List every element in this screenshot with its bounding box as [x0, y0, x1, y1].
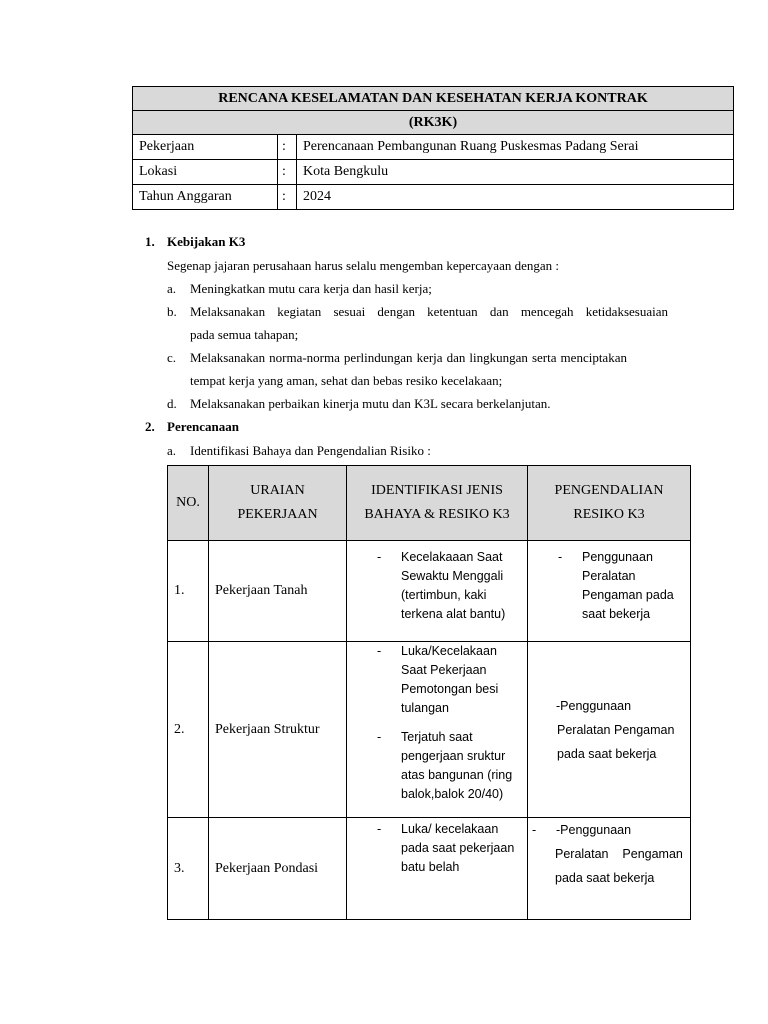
header-separator: :: [278, 185, 297, 210]
bullet-dash: -: [377, 644, 382, 658]
col-header-text: PENGENDALIAN: [554, 483, 664, 498]
header-value: 2024: [297, 185, 734, 210]
bullet-dash: -: [558, 550, 563, 564]
col-header-uraian: [209, 466, 347, 541]
bullet-line: Luka/ kecelakaan: [401, 822, 499, 836]
bullet-dash: -: [377, 822, 382, 836]
bullet-line: atas bangunan (ring: [401, 768, 513, 782]
row-pekerjaan: Pekerjaan Pondasi: [209, 818, 347, 920]
bullet-line: saat bekerja: [582, 607, 651, 621]
list-item-text: Melaksanakan perbaikan kinerja mutu dan K3L secara berkelanjutan.: [190, 396, 551, 411]
header-row: [133, 185, 734, 210]
bullet-line: balok,balok 20/40): [401, 787, 504, 801]
header-row: [133, 160, 734, 185]
list-item-text: Meningkatkan mutu cara kerja dan hasil kerja;: [190, 281, 432, 296]
col-header-pengendalian: [528, 466, 691, 541]
header-value: Kota Bengkulu: [297, 160, 734, 185]
list-item-text-cont: pada semua tahapan;: [190, 327, 299, 342]
bullet-line: Pengaman pada: [582, 588, 674, 602]
bullet-line: Terjatuh saat: [401, 730, 473, 744]
bullet-dash: -: [377, 550, 382, 564]
subsection-title: Identifikasi Bahaya dan Pengendalian Risiko :: [190, 443, 431, 458]
list-marker: c.: [167, 350, 177, 365]
col-header-no: [168, 466, 209, 541]
document-subtitle: (RK3K): [133, 111, 734, 135]
row-pengendalian: [528, 818, 691, 920]
bullet-line: pengerjaan sruktur: [401, 749, 506, 763]
header-value: Perencanaan Pembangunan Ruang Puskesmas Padang Serai: [297, 135, 734, 160]
header-label: Pekerjaan: [133, 135, 278, 160]
bullet-line: Peralatan Pengaman: [557, 722, 675, 737]
header-label: Tahun Anggaran: [133, 185, 278, 210]
list-marker: d.: [167, 396, 177, 411]
col-header-text: PEKERJAAN: [237, 507, 318, 522]
table-row: [168, 818, 691, 920]
row-pekerjaan: Pekerjaan Tanah: [209, 541, 347, 642]
bullet-line: Saat Pekerjaan: [401, 663, 487, 677]
bullet-line: Peralatan Pengaman: [555, 847, 683, 861]
col-header-text: RESIKO K3: [573, 507, 645, 522]
section1-number: 1.: [145, 234, 155, 249]
bullet-line: tulangan: [401, 701, 449, 715]
document-title: RENCANA KESELAMATAN DAN KESEHATAN KERJA KONTRAK: [133, 87, 734, 111]
row-pengendalian: [528, 642, 691, 818]
table-row: [168, 642, 691, 818]
row-number: 1.: [168, 541, 209, 642]
subsection-marker: a.: [167, 443, 177, 458]
col-header-identifikasi: [347, 466, 528, 541]
list-marker: a.: [167, 281, 177, 296]
section1-intro: Segenap jajaran perusahaan harus selalu mengemban kepercayaan dengan :: [167, 258, 559, 273]
col-header-text: BAHAYA & RESIKO K3: [364, 507, 510, 522]
row-bahaya: [347, 541, 528, 642]
bullet-line: pada saat bekerja: [555, 871, 655, 885]
row-bahaya: [347, 642, 528, 818]
hazard-table: [167, 465, 691, 920]
bullet-dash: -: [377, 730, 382, 744]
bullet-line: pada saat bekerja: [557, 746, 657, 761]
list-item-text: Melaksanakan kegiatan sesuai dengan ketentuan dan mencegah ketidaksesuaian: [190, 304, 668, 319]
row-pekerjaan: Pekerjaan Struktur: [209, 642, 347, 818]
col-header-text: URAIAN: [250, 483, 305, 498]
table-row: [168, 541, 691, 642]
header-separator: :: [278, 135, 297, 160]
bullet-line: batu belah: [401, 860, 460, 874]
section1-title: Kebijakan K3: [167, 234, 246, 249]
col-header-no-text: NO.: [176, 495, 200, 510]
bullet-line: Peralatan: [582, 569, 636, 583]
row-number: 3.: [168, 818, 209, 920]
list-item-text-cont: tempat kerja yang aman, sehat dan bebas resiko kecelakaan;: [190, 373, 503, 388]
header-row: [133, 135, 734, 160]
hazard-table-header: [168, 466, 691, 541]
header-separator: :: [278, 160, 297, 185]
list-marker: b.: [167, 304, 177, 319]
row-number: 2.: [168, 642, 209, 818]
bullet-line: (tertimbun, kaki: [401, 588, 487, 602]
header-label: Lokasi: [133, 160, 278, 185]
bullet-line: Pemotongan besi: [401, 682, 499, 696]
bullet-line: Luka/Kecelakaan: [401, 644, 497, 658]
bullet-line: -Penggunaan: [556, 698, 632, 713]
section2-title: Perencanaan: [167, 419, 239, 434]
bullet-line: Sewaktu Menggali: [401, 569, 504, 583]
bullet-line: pada saat pekerjaan: [401, 841, 515, 855]
bullet-line: terkena alat bantu): [401, 607, 506, 621]
bullet-line: Penggunaan: [582, 550, 653, 564]
header-table: [132, 86, 734, 210]
list-item-text: Melaksanakan norma-norma perlindungan kerja dan lingkungan serta menciptakan: [190, 350, 627, 365]
bullet-dash: -: [532, 823, 537, 837]
row-pengendalian: [528, 541, 691, 642]
bullet-line: Kecelakaaan Saat: [401, 550, 503, 564]
bullet-line: -Penggunaan: [556, 823, 632, 837]
section2-number: 2.: [145, 419, 155, 434]
row-bahaya: [347, 818, 528, 920]
col-header-text: IDENTIFIKASI JENIS: [371, 483, 503, 498]
